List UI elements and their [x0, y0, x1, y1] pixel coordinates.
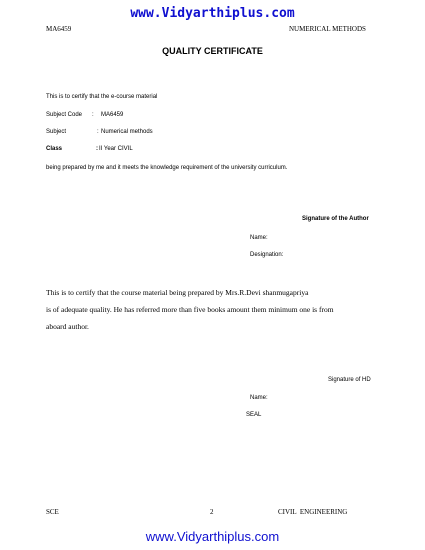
- hod-name-label: Name:: [250, 395, 268, 401]
- header-course-code: MA6459: [46, 25, 72, 33]
- subject-code-value: MA6459: [101, 112, 124, 118]
- prepared-statement: being prepared by me and it meets the knowledge requirement of the university curriculum.: [46, 165, 288, 171]
- author-designation-label: Designation:: [250, 252, 284, 258]
- certify-intro: This is to certify that the e-course material: [46, 94, 158, 100]
- class-sep: :: [96, 146, 98, 152]
- watermark-bottom: www.Vidyarthiplus.com: [145, 529, 280, 544]
- subject-code-sep: :: [92, 112, 94, 118]
- subject-sep: :: [97, 129, 99, 135]
- hod-certification-line-2: is of adequate quality. He has referred more than five books amount them minimum one is from: [46, 305, 334, 314]
- author-name-label: Name:: [250, 235, 268, 241]
- subject-code-label: Subject Code: [46, 112, 83, 118]
- hod-certification-line-1: This is to certify that the course material being prepared by Mrs.R.Devi shanmugapriya: [46, 288, 309, 297]
- header-course-title: NUMERICAL METHODS: [289, 25, 366, 33]
- subject-label: Subject: [46, 129, 67, 135]
- footer-page-number: 2: [210, 508, 214, 516]
- hod-signature-label: Signature of HD: [328, 377, 371, 383]
- hod-seal-label: SEAL: [246, 412, 262, 418]
- class-label: Class: [46, 146, 63, 152]
- author-signature-label: Signature of the Author: [302, 216, 369, 222]
- class-value: II Year CIVIL: [99, 146, 133, 152]
- subject-value: Numerical methods: [101, 129, 153, 135]
- watermark-top: www.Vidyarthiplus.com: [130, 6, 295, 21]
- hod-certification-line-3: aboard author.: [46, 322, 89, 331]
- footer-institution: SCE: [46, 508, 59, 516]
- page-title: QUALITY CERTIFICATE: [162, 46, 263, 56]
- footer-department: CIVIL ENGINEERING: [278, 508, 348, 516]
